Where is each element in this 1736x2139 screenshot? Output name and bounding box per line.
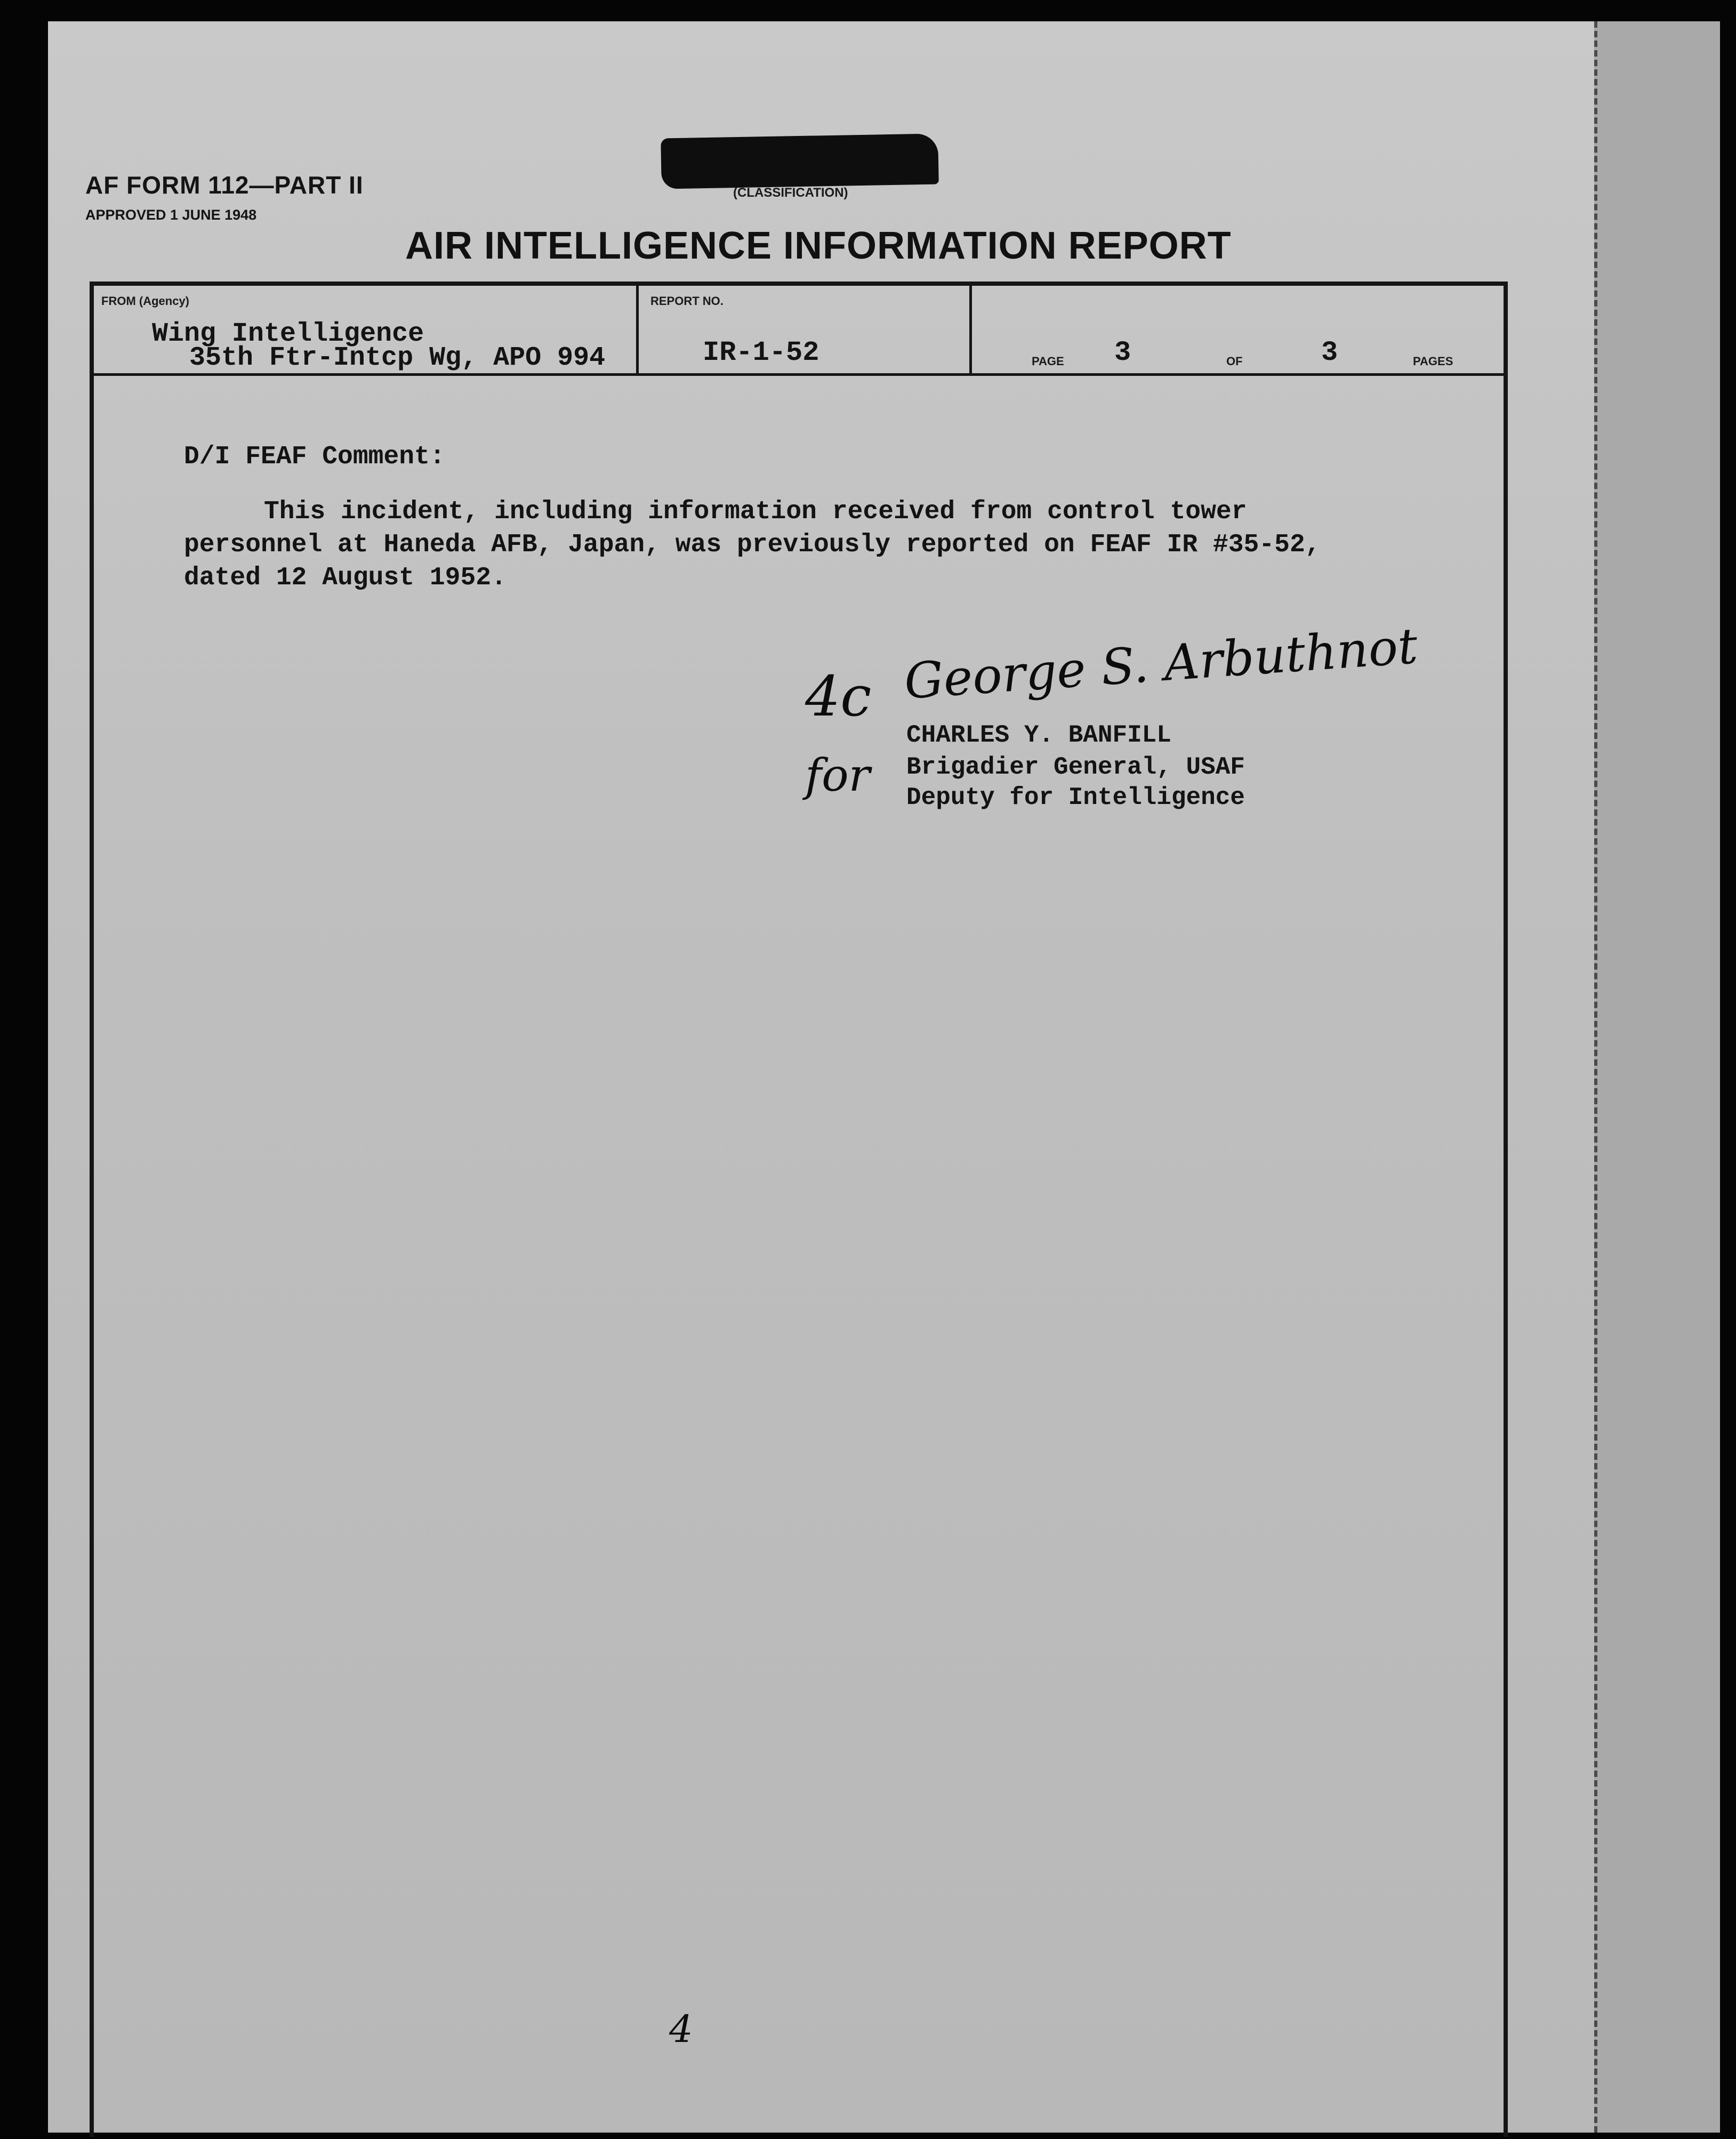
from-line-1: Wing Intelligence [152, 319, 424, 349]
approval-date: APPROVED 1 JUNE 1948 [85, 207, 257, 223]
report-page-divider [969, 286, 972, 374]
from-report-divider [636, 286, 639, 374]
report-no-label: REPORT NO. [650, 294, 724, 308]
handwritten-page-number: 4 [669, 2007, 693, 2051]
from-label: FROM (Agency) [101, 294, 189, 308]
handwritten-prefix: 4c [805, 664, 872, 729]
header-row-divider [90, 373, 1508, 376]
page-edge-strip [1594, 21, 1720, 2133]
signer-rank: Brigadier General, USAF [906, 753, 1245, 781]
report-title: AIR INTELLIGENCE INFORMATION REPORT [405, 224, 1232, 267]
signer-position: Deputy for Intelligence [906, 784, 1245, 811]
handwritten-for: for [805, 749, 870, 801]
signer-name: CHARLES Y. BANFILL [906, 721, 1171, 749]
pages-label: PAGES [1413, 355, 1453, 368]
of-label: OF [1226, 355, 1243, 368]
comment-line-1: This incident, including information received from control tower [264, 497, 1247, 526]
form-id: AF FORM 112—PART II [85, 171, 364, 199]
redaction-blot [661, 133, 939, 189]
handwritten-signature: George S. Arbuthnot [902, 617, 1420, 710]
comment-line-2: personnel at Haneda AFB, Japan, was previously reported on FEAF IR #35-52, [184, 530, 1321, 559]
from-line-2: 35th Ftr-Intcp Wg, APO 994 [189, 343, 606, 373]
comment-line-3: dated 12 August 1952. [184, 564, 507, 592]
form-frame [90, 282, 1508, 2137]
page-total: 3 [1321, 337, 1338, 368]
comment-heading: D/I FEAF Comment: [184, 443, 445, 471]
page-number: 3 [1114, 337, 1131, 368]
report-number: IR-1-52 [703, 337, 819, 368]
classification-label: (CLASSIFICATION) [733, 186, 848, 200]
page-label: PAGE [1032, 355, 1064, 368]
